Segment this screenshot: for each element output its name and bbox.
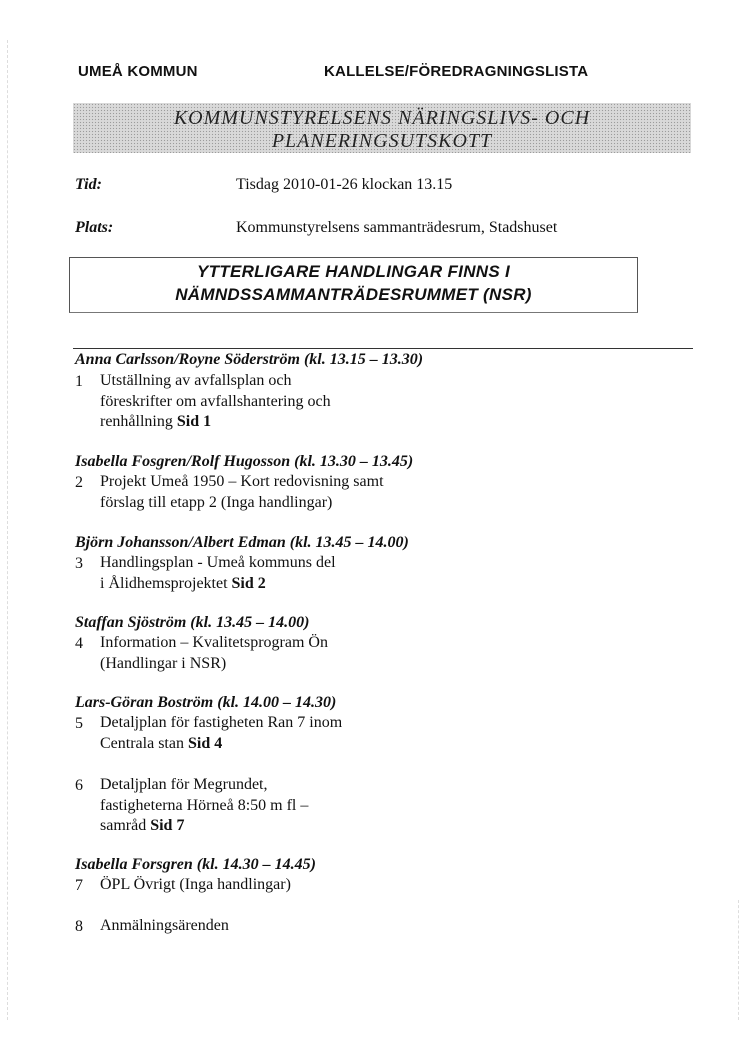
agenda-item-5	[100, 713, 342, 754]
agenda-item-1	[100, 371, 331, 433]
presenter-heading: Björn Johansson/Albert Edman (kl. 13.45 – 14.00)	[75, 534, 409, 551]
presenter-heading: Staffan Sjöström (kl. 13.45 – 14.00)	[75, 614, 310, 631]
notice-line-1: YTTERLIGARE HANDLINGAR FINNS I	[196, 262, 511, 281]
item-text: fastigheterna Hörneå 8:50 m fl –	[100, 796, 309, 814]
time-label: Tid:	[75, 176, 102, 193]
item-text: (Handlingar i NSR)	[100, 654, 227, 672]
item-text: Detaljplan för Megrundet,	[100, 776, 268, 793]
item-text: samråd	[100, 817, 147, 834]
scan-edge-right	[738, 900, 739, 1020]
divider	[73, 348, 693, 349]
item-text: Detaljplan för fastigheten Ran 7 inom	[100, 714, 343, 731]
agenda-item-8	[100, 916, 229, 937]
agenda-item-3	[100, 553, 336, 594]
presenter-heading: Anna Carlsson/Royne Söderström (kl. 13.15 – 13.30)	[75, 351, 424, 368]
presenter-heading: Isabella Fosgren/Rolf Hugosson (kl. 13.30 – 13.45)	[75, 453, 414, 470]
page-reference: Sid 7	[150, 817, 185, 834]
item-text: förslag till etapp 2 (Inga handlingar)	[100, 493, 333, 511]
item-text-with-ref	[100, 412, 331, 433]
committee-title-line-1: KOMMUNSTYRELSENS NÄRINGSLIVS- OCH	[173, 107, 591, 129]
item-number: 6	[75, 777, 83, 794]
presenter-heading: Lars-Göran Boström (kl. 14.00 – 14.30)	[75, 694, 337, 711]
item-text: Utställning av avfallsplan och	[100, 372, 292, 389]
item-number: 4	[75, 635, 83, 652]
notice-line-2: NÄMNDSSAMMANTRÄDESRUMMET (NSR)	[175, 285, 532, 304]
agenda-item-7	[100, 875, 291, 896]
item-number: 7	[75, 877, 83, 894]
item-text: renhållning	[100, 413, 173, 430]
agenda-item-2	[100, 472, 384, 513]
item-number: 5	[75, 715, 83, 732]
item-text: föreskrifter om avfallshantering och	[100, 392, 331, 410]
item-text: i Ålidhemsprojektet	[100, 574, 228, 592]
notice-box	[69, 257, 638, 313]
presenter-heading: Isabella Forsgren (kl. 14.30 – 14.45)	[75, 856, 316, 873]
page-reference: Sid 2	[231, 574, 266, 592]
page-reference: Sid 1	[176, 413, 212, 430]
item-number: 2	[75, 474, 83, 491]
agenda-item-4	[100, 633, 328, 674]
place-label: Plats:	[75, 219, 114, 236]
scan-edge-left	[7, 40, 8, 1020]
item-number: 1	[75, 373, 83, 390]
committee-title-line-2: PLANERINGSUTSKOTT	[271, 130, 493, 152]
document-type: KALLELSE/FÖREDRAGNINGSLISTA	[324, 63, 589, 80]
time-value: Tisdag 2010-01-26 klockan 13.15	[236, 176, 453, 193]
item-text: Anmälningsärenden	[100, 917, 229, 934]
item-text-with-ref	[100, 574, 336, 595]
page-reference: Sid 4	[187, 734, 223, 752]
item-number: 8	[75, 918, 83, 935]
item-text: Handlingsplan - Umeå kommuns del	[100, 554, 336, 571]
committee-banner	[73, 103, 691, 153]
item-text: Projekt Umeå 1950 – Kort redovisning samt	[100, 473, 384, 490]
item-text: Information – Kvalitetsprogram Ön	[100, 634, 328, 651]
item-text-with-ref	[100, 734, 342, 755]
agenda-item-6	[100, 775, 308, 837]
item-text-with-ref	[100, 816, 308, 837]
item-text: Centrala stan	[100, 734, 184, 752]
place-value: Kommunstyrelsens sammanträdesrum, Stadshuset	[236, 219, 558, 236]
item-number: 3	[75, 555, 83, 572]
item-text: ÖPL Övrigt (Inga handlingar)	[100, 876, 291, 893]
organization-name: UMEÅ KOMMUN	[78, 63, 198, 80]
